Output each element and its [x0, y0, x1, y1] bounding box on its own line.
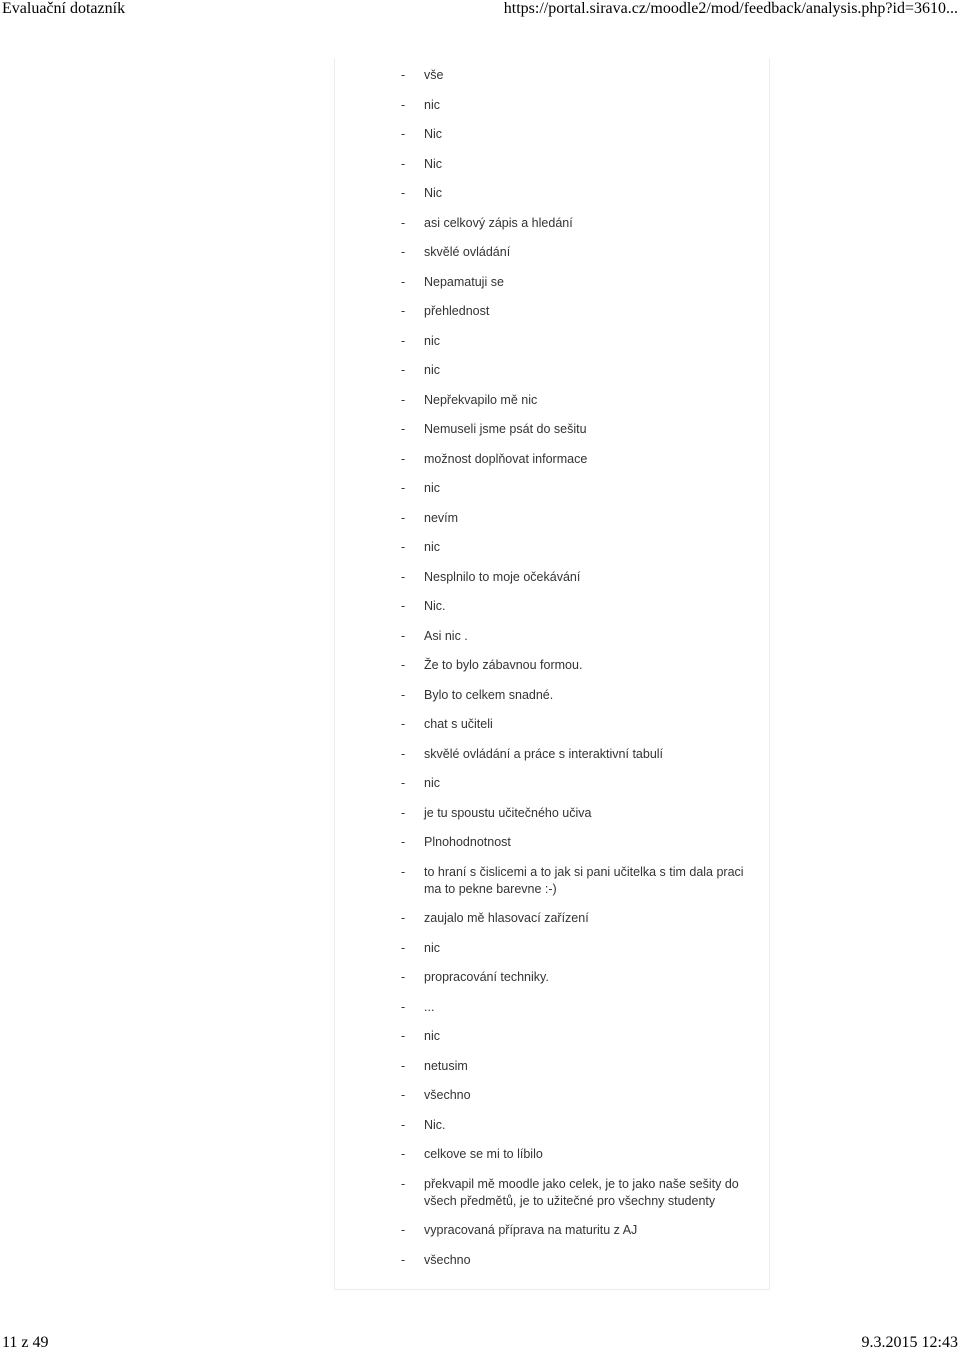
answer-text: přehlednost — [424, 304, 490, 318]
answer-text: nic — [424, 1029, 440, 1043]
answer-text: Že to bylo zábavnou formou. — [424, 658, 583, 672]
answer-text: všechno — [424, 1252, 471, 1267]
bullet-dash: - — [401, 186, 406, 200]
answer-item — [401, 569, 761, 586]
answer-text: Nic. — [424, 1117, 446, 1132]
bullet-dash: - — [401, 333, 406, 348]
answer-item — [401, 510, 761, 527]
bullet-dash: - — [401, 481, 406, 495]
answer-text: celkove se mi to líbilo — [424, 1147, 543, 1161]
bullet-dash: - — [401, 1252, 406, 1267]
answer-item — [401, 185, 761, 202]
answer-item — [401, 126, 761, 143]
print-footer — [0, 1334, 960, 1354]
feedback-answers-panel — [334, 58, 770, 1290]
bullet-dash: - — [401, 1029, 406, 1043]
answer-item — [401, 156, 761, 173]
answer-item — [401, 598, 761, 615]
bullet-dash: - — [401, 127, 406, 141]
answer-text: vše — [424, 68, 444, 82]
bullet-dash: - — [401, 835, 406, 849]
answer-text: Bylo to celkem snadné. — [424, 687, 554, 702]
bullet-dash: - — [401, 304, 406, 318]
answer-item — [401, 657, 761, 674]
answer-text: nic — [424, 540, 440, 554]
bullet-dash: - — [401, 1117, 406, 1132]
bullet-dash: - — [401, 510, 406, 525]
answer-item — [401, 1146, 761, 1163]
bullet-dash: - — [401, 569, 406, 584]
answer-text: ... — [424, 999, 435, 1014]
answer-item — [401, 1252, 761, 1269]
bullet-dash: - — [401, 156, 406, 171]
bullet-dash: - — [401, 940, 406, 955]
bullet-dash: - — [401, 717, 406, 731]
answer-item — [401, 1222, 761, 1239]
answer-text: skvělé ovládání a práce s interaktivní tabulí — [424, 746, 664, 761]
answer-text: asi celkový zápis a hledání — [424, 215, 573, 230]
answer-item — [401, 775, 761, 792]
bullet-dash: - — [401, 363, 406, 377]
print-header — [0, 0, 960, 20]
answer-text: je tu spoustu učitečného učiva — [424, 805, 592, 820]
answer-text: nic — [424, 940, 440, 955]
answer-item — [401, 910, 761, 927]
bullet-dash: - — [401, 776, 406, 790]
answer-item — [401, 716, 761, 733]
bullet-dash: - — [401, 628, 406, 643]
answer-item — [401, 1058, 761, 1075]
answer-text: nic — [424, 481, 440, 495]
answer-item — [401, 1176, 761, 1210]
answer-item — [401, 244, 761, 261]
bullet-dash: - — [401, 1147, 406, 1161]
answer-item — [401, 628, 761, 645]
bullet-dash: - — [401, 245, 406, 259]
bullet-dash: - — [401, 215, 406, 230]
answer-text: Nesplnilo to moje očekávání — [424, 569, 581, 584]
answer-text: nic — [424, 776, 440, 790]
bullet-dash: - — [401, 422, 406, 436]
answer-item — [401, 97, 761, 114]
answer-text: nic — [424, 363, 440, 377]
bullet-dash: - — [401, 1223, 406, 1237]
answer-text: propracování techniky. — [424, 970, 549, 984]
answer-item — [401, 421, 761, 438]
bullet-dash: - — [401, 451, 406, 466]
bullet-dash: - — [401, 97, 406, 112]
answer-item — [401, 1117, 761, 1134]
bullet-dash: - — [401, 687, 406, 702]
bullet-dash: - — [401, 1058, 406, 1073]
answer-item — [401, 1087, 761, 1104]
bullet-dash: - — [401, 392, 406, 407]
answer-text: překvapil mě moodle jako celek, je to jako naše sešity do všech předmětů, je to užitečné pro všechny studenty — [424, 1176, 739, 1208]
answer-text: nic — [424, 333, 440, 348]
answer-item — [401, 834, 761, 851]
answer-item — [401, 1028, 761, 1045]
bullet-dash: - — [401, 599, 406, 613]
answer-text: vypracovaná příprava na maturitu z AJ — [424, 1223, 638, 1237]
answer-text: Nemuseli jsme psát do sešitu — [424, 422, 587, 436]
answer-item — [401, 333, 761, 350]
answer-item — [401, 805, 761, 822]
answer-text: Asi nic . — [424, 628, 468, 643]
answer-item — [401, 362, 761, 379]
answer-item — [401, 392, 761, 409]
bullet-dash: - — [401, 970, 406, 984]
page-url[interactable]: https://portal.sirava.cz/moodle2/mod/feedback/analysis.php?id=3610... — [503, 0, 958, 17]
bullet-dash: - — [401, 911, 406, 925]
answers-list — [401, 67, 761, 1281]
answer-item — [401, 969, 761, 986]
answer-text: Plnohodnotnost — [424, 835, 511, 849]
bullet-dash: - — [401, 274, 406, 289]
answer-item — [401, 451, 761, 468]
answer-text: Nic — [424, 127, 443, 141]
answer-text: Nic. — [424, 599, 446, 613]
bullet-dash: - — [401, 999, 406, 1014]
answer-item — [401, 940, 761, 957]
answer-item — [401, 999, 761, 1016]
answer-item — [401, 274, 761, 291]
answer-text: netusim — [424, 1058, 468, 1073]
bullet-dash: - — [401, 658, 406, 672]
bullet-dash: - — [401, 68, 406, 82]
answer-item — [401, 864, 761, 898]
answer-item — [401, 480, 761, 497]
answer-text: Nepamatuji se — [424, 274, 504, 289]
answer-item — [401, 215, 761, 232]
bullet-dash: - — [401, 1088, 406, 1102]
answer-text: to hraní s čislicemi a to jak si pani učitelka s tim dala praci ma to pekne barevne :-) — [424, 864, 744, 896]
answer-text: chat s učiteli — [424, 717, 493, 731]
page-number: 11 z 49 — [2, 1334, 49, 1351]
answer-item — [401, 67, 761, 84]
answer-text: Nic — [424, 186, 443, 200]
bullet-dash: - — [401, 864, 406, 879]
print-date: 9.3.2015 12:43 — [861, 1334, 958, 1351]
answer-item — [401, 687, 761, 704]
answer-item — [401, 746, 761, 763]
answer-text: skvělé ovládání — [424, 245, 511, 259]
answer-text: všechno — [424, 1088, 471, 1102]
answer-text: nevím — [424, 510, 459, 525]
answer-item — [401, 539, 761, 556]
bullet-dash: - — [401, 805, 406, 820]
answer-text: možnost doplňovat informace — [424, 451, 588, 466]
bullet-dash: - — [401, 746, 406, 761]
bullet-dash: - — [401, 1176, 406, 1191]
answer-text: nic — [424, 97, 440, 112]
answer-text: Nic — [424, 156, 443, 171]
document-title: Evaluační dotazník — [2, 0, 126, 17]
answer-item — [401, 303, 761, 320]
answer-text: zaujalo mě hlasovací zařízení — [424, 911, 589, 925]
answer-text: Nepřekvapilo mě nic — [424, 392, 538, 407]
bullet-dash: - — [401, 540, 406, 554]
